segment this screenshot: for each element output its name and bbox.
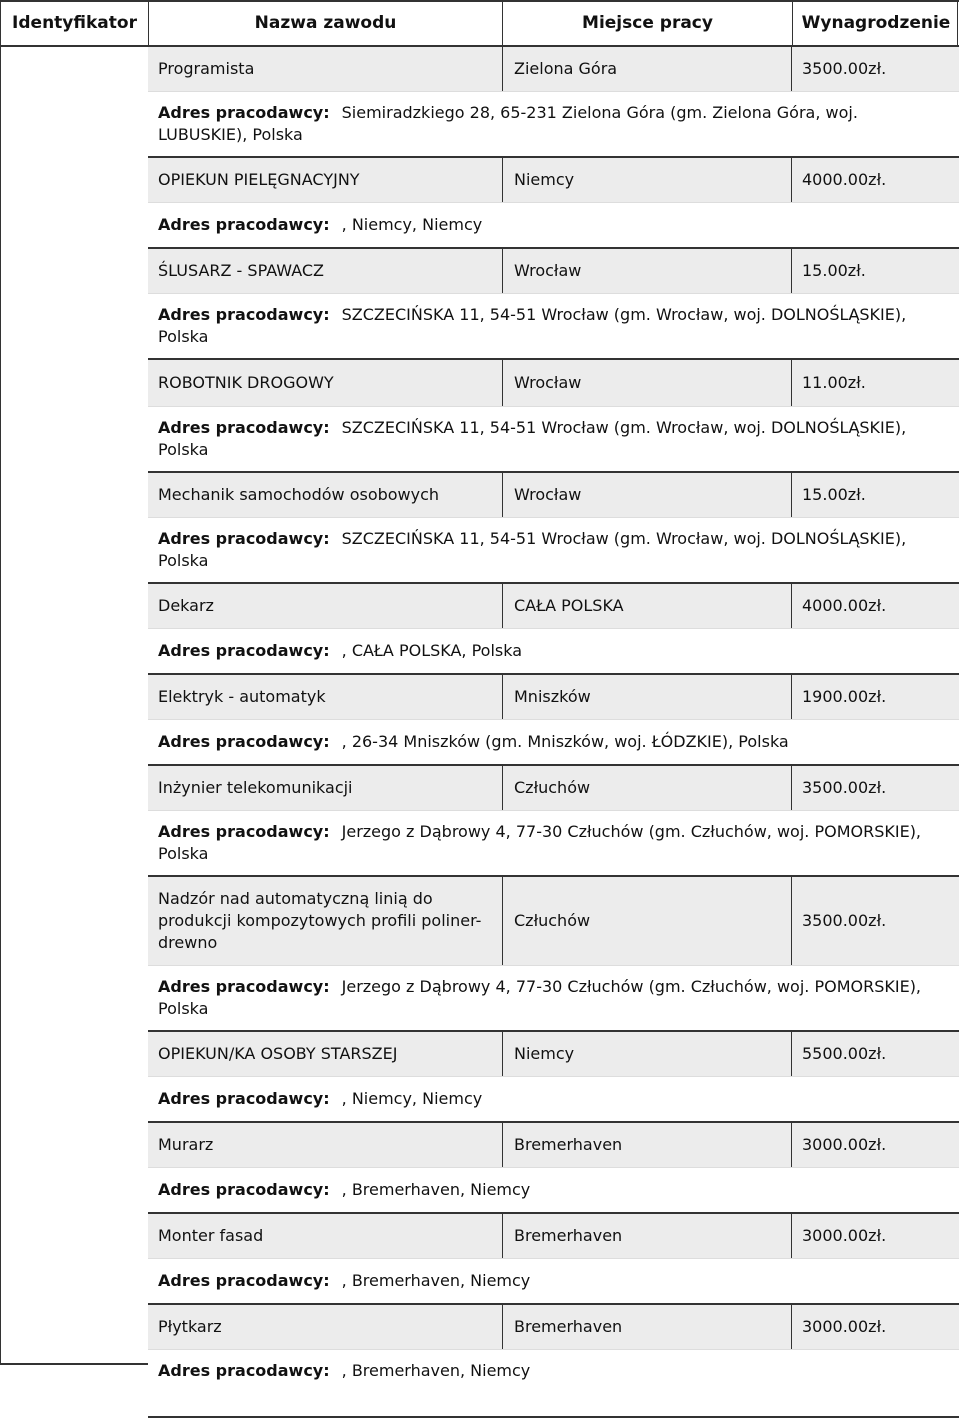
work-place: Niemcy [502,1032,792,1076]
salary: 15.00zł. [802,485,866,504]
address-label: Adres pracodawcy: [158,977,330,996]
work-place: CAŁA POLSKA [502,584,792,628]
table-row [148,360,959,473]
employer-address [148,407,959,471]
salary: 3500.00zł. [802,911,887,930]
salary: 11.00zł. [802,373,866,392]
employer-address [148,1350,959,1416]
row-main [148,1032,959,1077]
address-value: Jerzego z Dąbrowy 4, 77-30 Człuchów (gm. Człuchów, woj. POMORSKIE), Polska [158,822,922,863]
employer-address [148,203,959,247]
address-label: Adres pracodawcy: [158,1271,330,1290]
table-row [148,766,959,877]
table-row [148,158,959,249]
table-row [148,584,959,675]
job-title: Płytkarz [158,1317,222,1336]
address-label: Adres pracodawcy: [158,732,330,751]
address-label: Adres pracodawcy: [158,822,330,841]
address-value: , CAŁA POLSKA, Polska [341,641,523,660]
row-main [148,1305,959,1350]
work-place: Wrocław [502,249,792,293]
employer-address [148,518,959,582]
salary: 3000.00zł. [802,1317,887,1336]
table-row [148,473,959,584]
employer-address [148,1077,959,1121]
header-id: Identyfikator [12,13,137,33]
employer-address [148,294,959,358]
salary: 3000.00zł. [802,1135,887,1154]
row-main [148,473,959,518]
work-place: Zielona Góra [502,47,792,91]
job-title: OPIEKUN/KA OSOBY STARSZEJ [158,1044,398,1063]
address-value: Jerzego z Dąbrowy 4, 77-30 Człuchów (gm. Człuchów, woj. POMORSKIE), Polska [158,977,922,1018]
address-value: , Bremerhaven, Niemcy [341,1180,531,1199]
table-header [1,0,959,47]
address-value: , Bremerhaven, Niemcy [341,1271,531,1290]
table-row [148,1305,959,1418]
work-place: Niemcy [502,158,792,202]
address-value: , 26-34 Mniszków (gm. Mniszków, woj. ŁÓDZKIE), Polska [341,732,789,751]
salary: 4000.00zł. [802,596,887,615]
employer-address [148,92,959,156]
table-row [148,1214,959,1305]
job-title: Inżynier telekomunikacji [158,778,353,797]
job-title: Mechanik samochodów osobowych [158,485,440,504]
salary: 15.00zł. [802,261,866,280]
table-row [148,1123,959,1214]
row-main [148,766,959,811]
work-place: Wrocław [502,360,792,406]
address-label: Adres pracodawcy: [158,305,330,324]
employer-address [148,966,959,1030]
work-place: Mniszków [502,675,792,719]
employer-address [148,1259,959,1303]
work-place: Człuchów [502,877,792,965]
address-label: Adres pracodawcy: [158,641,330,660]
table-row [148,675,959,766]
salary: 1900.00zł. [802,687,887,706]
table-row [148,47,959,158]
address-label: Adres pracodawcy: [158,418,330,437]
job-title: ROBOTNIK DROGOWY [158,373,334,392]
job-title: Murarz [158,1135,214,1154]
employer-address [148,629,959,673]
work-place: Bremerhaven [502,1123,792,1167]
salary: 3000.00zł. [802,1226,887,1245]
address-value: , Niemcy, Niemcy [341,215,483,234]
salary: 4000.00zł. [802,170,887,189]
employer-address [148,1168,959,1212]
table-row [148,1032,959,1123]
row-main [148,877,959,966]
work-place: Człuchów [502,766,792,810]
work-place: Wrocław [502,473,792,517]
job-title: Elektryk - automatyk [158,687,326,706]
address-label: Adres pracodawcy: [158,1361,330,1380]
address-label: Adres pracodawcy: [158,103,330,122]
address-label: Adres pracodawcy: [158,1089,330,1108]
row-main [148,1123,959,1168]
address-value: , Niemcy, Niemcy [341,1089,483,1108]
address-value: Siemiradzkiego 28, 65-231 Zielona Góra (gm. Zielona Góra, woj. LUBUSKIE), Polska [158,103,858,144]
work-place: Bremerhaven [502,1214,792,1258]
row-main [148,360,959,407]
salary: 3500.00zł. [802,59,887,78]
address-value: SZCZECIŃSKA 11, 54-51 Wrocław (gm. Wrocław, woj. DOLNOŚLĄSKIE), Polska [158,529,907,570]
job-title: ŚLUSARZ - SPAWACZ [158,261,324,280]
header-job: Nazwa zawodu [148,2,502,45]
row-main [148,158,959,203]
employer-address [148,811,959,875]
address-value: SZCZECIŃSKA 11, 54-51 Wrocław (gm. Wrocław, woj. DOLNOŚLĄSKIE), Polska [158,418,907,459]
employer-address [148,720,959,764]
address-value: , Bremerhaven, Niemcy [341,1361,531,1380]
job-title: Programista [158,59,255,78]
salary: 5500.00zł. [802,1044,887,1063]
table-body [148,47,959,1418]
work-place: Bremerhaven [502,1305,792,1349]
address-value: SZCZECIŃSKA 11, 54-51 Wrocław (gm. Wrocław, woj. DOLNOŚLĄSKIE), Polska [158,305,907,346]
table-row [148,877,959,1032]
row-main [148,675,959,720]
row-main [148,584,959,629]
address-label: Adres pracodawcy: [158,215,330,234]
salary: 3500.00zł. [802,778,887,797]
address-label: Adres pracodawcy: [158,1180,330,1199]
header-place: Miejsce pracy [502,2,792,45]
address-label: Adres pracodawcy: [158,529,330,548]
id-column [1,47,149,1363]
job-title: Nadzór nad automatyczną linią do produkcji kompozytowych profili poliner-drewno [158,889,482,952]
row-main [148,1214,959,1259]
job-title: Monter fasad [158,1226,264,1245]
job-title: Dekarz [158,596,214,615]
job-title: OPIEKUN PIELĘGNACYJNY [158,170,360,189]
row-main [148,249,959,294]
row-main [148,47,959,92]
table-row [148,249,959,360]
header-salary: Wynagrodzenie [792,2,959,45]
